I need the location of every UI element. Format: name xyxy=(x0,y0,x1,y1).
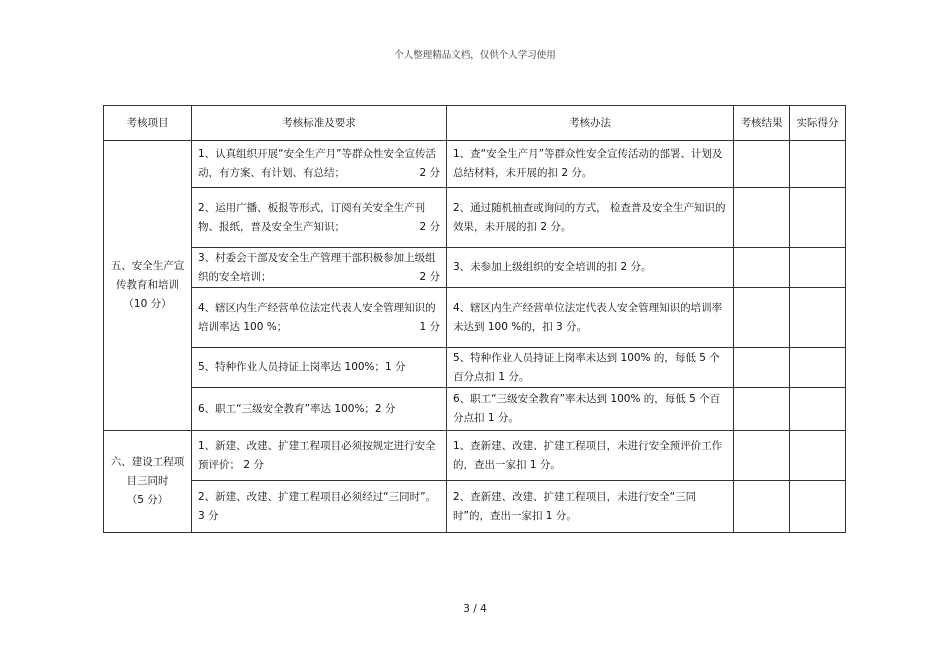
standard-cell xyxy=(192,248,447,288)
standard-score: 2 分 xyxy=(419,270,440,283)
method-cell: 1、查“安全生产月”等群众性安全宣传活动的部署、计划及总结材料，未开展的扣 2 分。 xyxy=(447,141,734,188)
score-cell[interactable] xyxy=(790,481,846,533)
table-row xyxy=(104,348,846,388)
table-row xyxy=(104,481,846,533)
score-cell[interactable] xyxy=(790,248,846,288)
result-cell[interactable] xyxy=(734,388,790,431)
page-header-note: 个人整理精品文档，仅供个人学习使用 xyxy=(394,50,556,61)
standard-cell xyxy=(192,431,447,481)
table-header-row xyxy=(104,106,846,141)
result-cell[interactable] xyxy=(734,481,790,533)
score-cell[interactable] xyxy=(790,188,846,248)
header-item: 考核项目 xyxy=(104,106,192,141)
standard-cell xyxy=(192,481,447,533)
standard-score: 2 分 xyxy=(419,220,440,233)
method-cell: 6、职工“三级安全教育”率未达到 100% 的，每低 5 个百分点扣 1 分。 xyxy=(447,388,734,431)
result-cell[interactable] xyxy=(734,431,790,481)
table-row xyxy=(104,141,846,188)
assessment-table xyxy=(103,105,846,533)
standard-text: 1、认真组织开展“安全生产月”等群众性安全宣传活动，有方案、有计划、有总结； xyxy=(198,148,437,179)
header-standard: 考核标准及要求 xyxy=(192,106,447,141)
standard-text: 4、辖区内生产经营单位法定代表人安全管理知识的培训率达 100 %； xyxy=(198,301,436,333)
header-result: 考核结果 xyxy=(734,106,790,141)
standard-cell xyxy=(192,288,447,348)
header-method: 考核办法 xyxy=(447,106,734,141)
method-cell: 5、特种作业人员持证上岗率未达到 100% 的，每低 5 个百分点扣 1 分。 xyxy=(447,348,734,388)
standard-score: 1 分 xyxy=(419,320,440,333)
table-row xyxy=(104,248,846,288)
table-row xyxy=(104,431,846,481)
standard-text: 1、新建、改建、扩建工程项目必须按规定进行安全预评价； 2 分 xyxy=(198,439,436,471)
score-cell[interactable] xyxy=(790,388,846,431)
category-cell-5 xyxy=(104,141,192,431)
standard-cell xyxy=(192,348,447,388)
category-title: 六、建设工程项目三同时 xyxy=(110,456,185,487)
result-cell[interactable] xyxy=(734,288,790,348)
table-row xyxy=(104,388,846,431)
page-number: 3 / 4 xyxy=(463,603,487,615)
method-cell: 2、查新建、改建、扩建工程项目，未进行安全“三同时”的，查出一家扣 1 分。 xyxy=(447,481,734,533)
method-cell: 2、通过随机抽查或询问的方式， 检查普及安全生产知识的效果，未开展的扣 2 分。 xyxy=(447,188,734,248)
standard-text: 3、村委会干部及安全生产管理干部积极参加上级组织的安全培训； xyxy=(198,251,436,283)
score-cell[interactable] xyxy=(790,141,846,188)
score-cell[interactable] xyxy=(790,288,846,348)
score-cell[interactable] xyxy=(790,431,846,481)
category-cell-6 xyxy=(104,431,192,533)
standard-text: 2、新建、改建、扩建工程项目必须经过“三同时”。 3 分 xyxy=(198,490,437,522)
standard-cell xyxy=(192,141,447,188)
result-cell[interactable] xyxy=(734,248,790,288)
table-row xyxy=(104,188,846,248)
header-score: 实际得分 xyxy=(790,106,846,141)
category-title: 五、安全生产宣传教育和培训 xyxy=(110,260,185,291)
standard-text: 5、特种作业人员持证上岗率达 100%；1 分 xyxy=(198,361,406,373)
standard-score: 2 分 xyxy=(419,167,440,179)
standard-cell xyxy=(192,388,447,431)
result-cell[interactable] xyxy=(734,348,790,388)
category-points: （5 分） xyxy=(126,494,169,506)
standard-cell xyxy=(192,188,447,248)
method-cell: 3、未参加上级组织的安全培训的扣 2 分。 xyxy=(447,248,734,288)
method-cell: 4、辖区内生产经营单位法定代表人安全管理知识的培训率未达到 100 %的，扣 3 分。 xyxy=(447,288,734,348)
result-cell[interactable] xyxy=(734,188,790,248)
score-cell[interactable] xyxy=(790,348,846,388)
standard-text: 6、职工“三级安全教育”率达 100%；2 分 xyxy=(198,402,396,415)
category-points: （10 分） xyxy=(123,298,172,310)
table-row xyxy=(104,288,846,348)
result-cell[interactable] xyxy=(734,141,790,188)
standard-text: 2、运用广播、板报等形式，订阅有关安全生产刊物、报纸，普及安全生产知识； xyxy=(198,201,426,233)
method-cell: 1、查新建、改建、扩建工程项目，未进行安全预评价工作的，查出一家扣 1 分。 xyxy=(447,431,734,481)
